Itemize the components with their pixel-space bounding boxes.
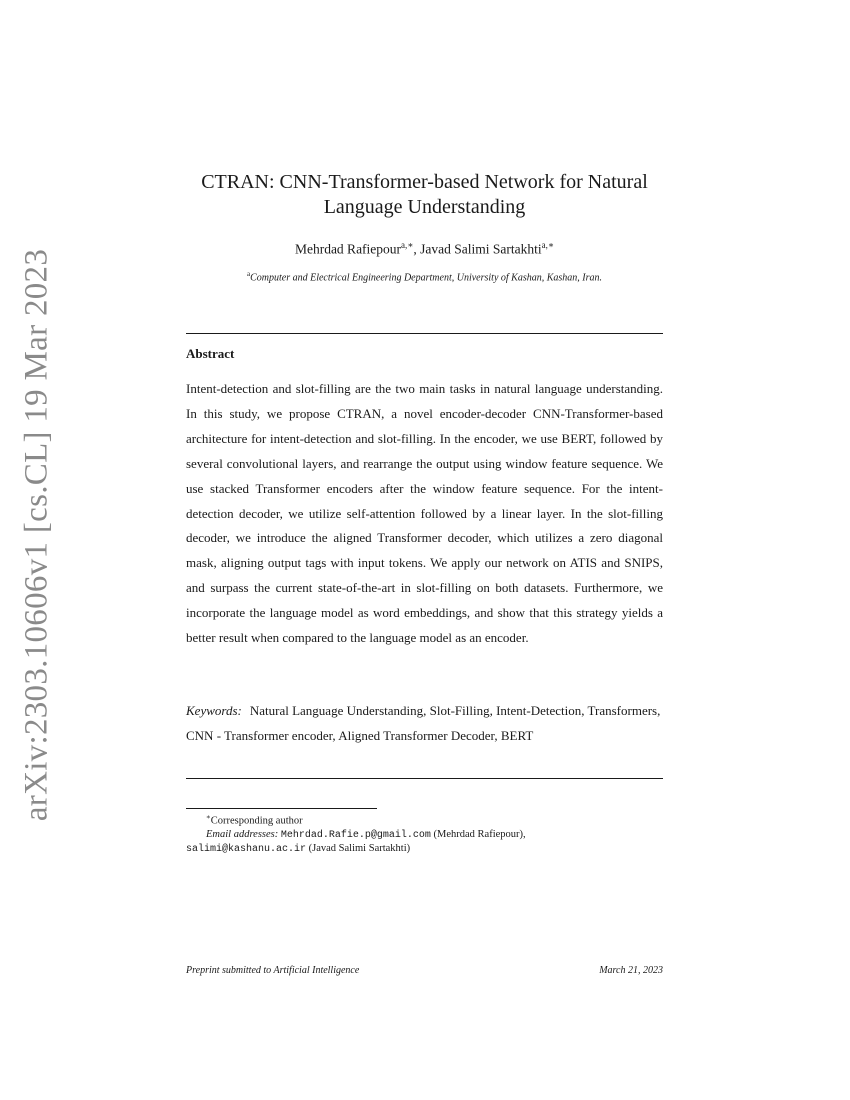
footer-date: March 21, 2023 xyxy=(599,965,663,976)
abstract-bottom-rule xyxy=(186,778,663,779)
affiliation-text: Computer and Electrical Engineering Department, University of Kashan, Kashan, Iran. xyxy=(250,272,603,284)
email-link-2[interactable]: salimi@kashanu.ac.ir xyxy=(186,843,307,855)
paper-title xyxy=(186,170,663,220)
email-label: Email addresses: xyxy=(206,828,279,840)
corresponding-footnote xyxy=(186,811,663,828)
author-name: Javad Salimi Sartakhti xyxy=(420,241,542,257)
author-marks: a,∗ xyxy=(401,240,414,250)
abstract-top-rule xyxy=(186,333,663,334)
author-separator: , xyxy=(413,241,421,257)
footnote-rule xyxy=(186,808,377,809)
footnotes xyxy=(186,811,663,856)
page-footer xyxy=(186,965,663,976)
affiliation-mark: a xyxy=(246,270,251,278)
keywords-label: Keywords: xyxy=(186,703,242,718)
keywords xyxy=(186,699,663,749)
title-line-1: CTRAN: CNN-Transformer-based Network for Natural xyxy=(201,171,648,193)
author-name: Mehrdad Rafiepour xyxy=(294,241,402,257)
email-owner-1: (Mehrdad Rafiepour), xyxy=(433,828,526,840)
corresponding-mark: ∗ xyxy=(206,813,211,821)
affiliation xyxy=(186,270,663,283)
abstract-heading: Abstract xyxy=(186,346,235,361)
email-link-1[interactable]: Mehrdad.Rafie.p@gmail.com xyxy=(280,829,431,841)
abstract-body: Intent-detection and slot-filling are the two main tasks in natural language understanding. In this study, we propose CTRAN, a novel encoder-decoder CNN-Transformer-based architecture for intent-detection and slot-filling. In the encoder, we use BERT, followed by several convolutional layers, and rearrange the output using window feature sequence. We use stacked Transformer encoders after the window feature sequence. For the intent-detection decoder, we utilize self-attention followed by a linear layer. In the slot-filling decoder, we introduce the aligned Transformer decoder, which utilizes a zero diagonal mask, aligning output tags with input tokens. We apply our network on ATIS and SNIPS, and surpass the current state-of-the-art in slot-filling on both datasets. Furthermore, we incorporate the language model as word embeddings, and show that this strategy yields a better result when compared to the language model as an encoder. xyxy=(186,381,663,646)
author-marks: a,∗ xyxy=(541,240,555,250)
email-owner-2: (Javad Salimi Sartakhti) xyxy=(308,842,411,854)
arxiv-stamp: arXiv:2303.10606v1 [cs.CL] 19 Mar 2023 xyxy=(18,248,55,822)
corresponding-text: Corresponding author xyxy=(210,815,303,827)
author-list xyxy=(186,240,663,258)
title-line-2: Language Understanding xyxy=(323,196,526,218)
keywords-text: Natural Language Understanding, Slot-Filling, Intent-Detection, Transformers, CNN - Transformer encoder, Aligned Transformer Decoder, BERT xyxy=(186,703,661,743)
email-footnote xyxy=(186,828,663,856)
footer-venue: Preprint submitted to Artificial Intelligence xyxy=(186,965,360,976)
